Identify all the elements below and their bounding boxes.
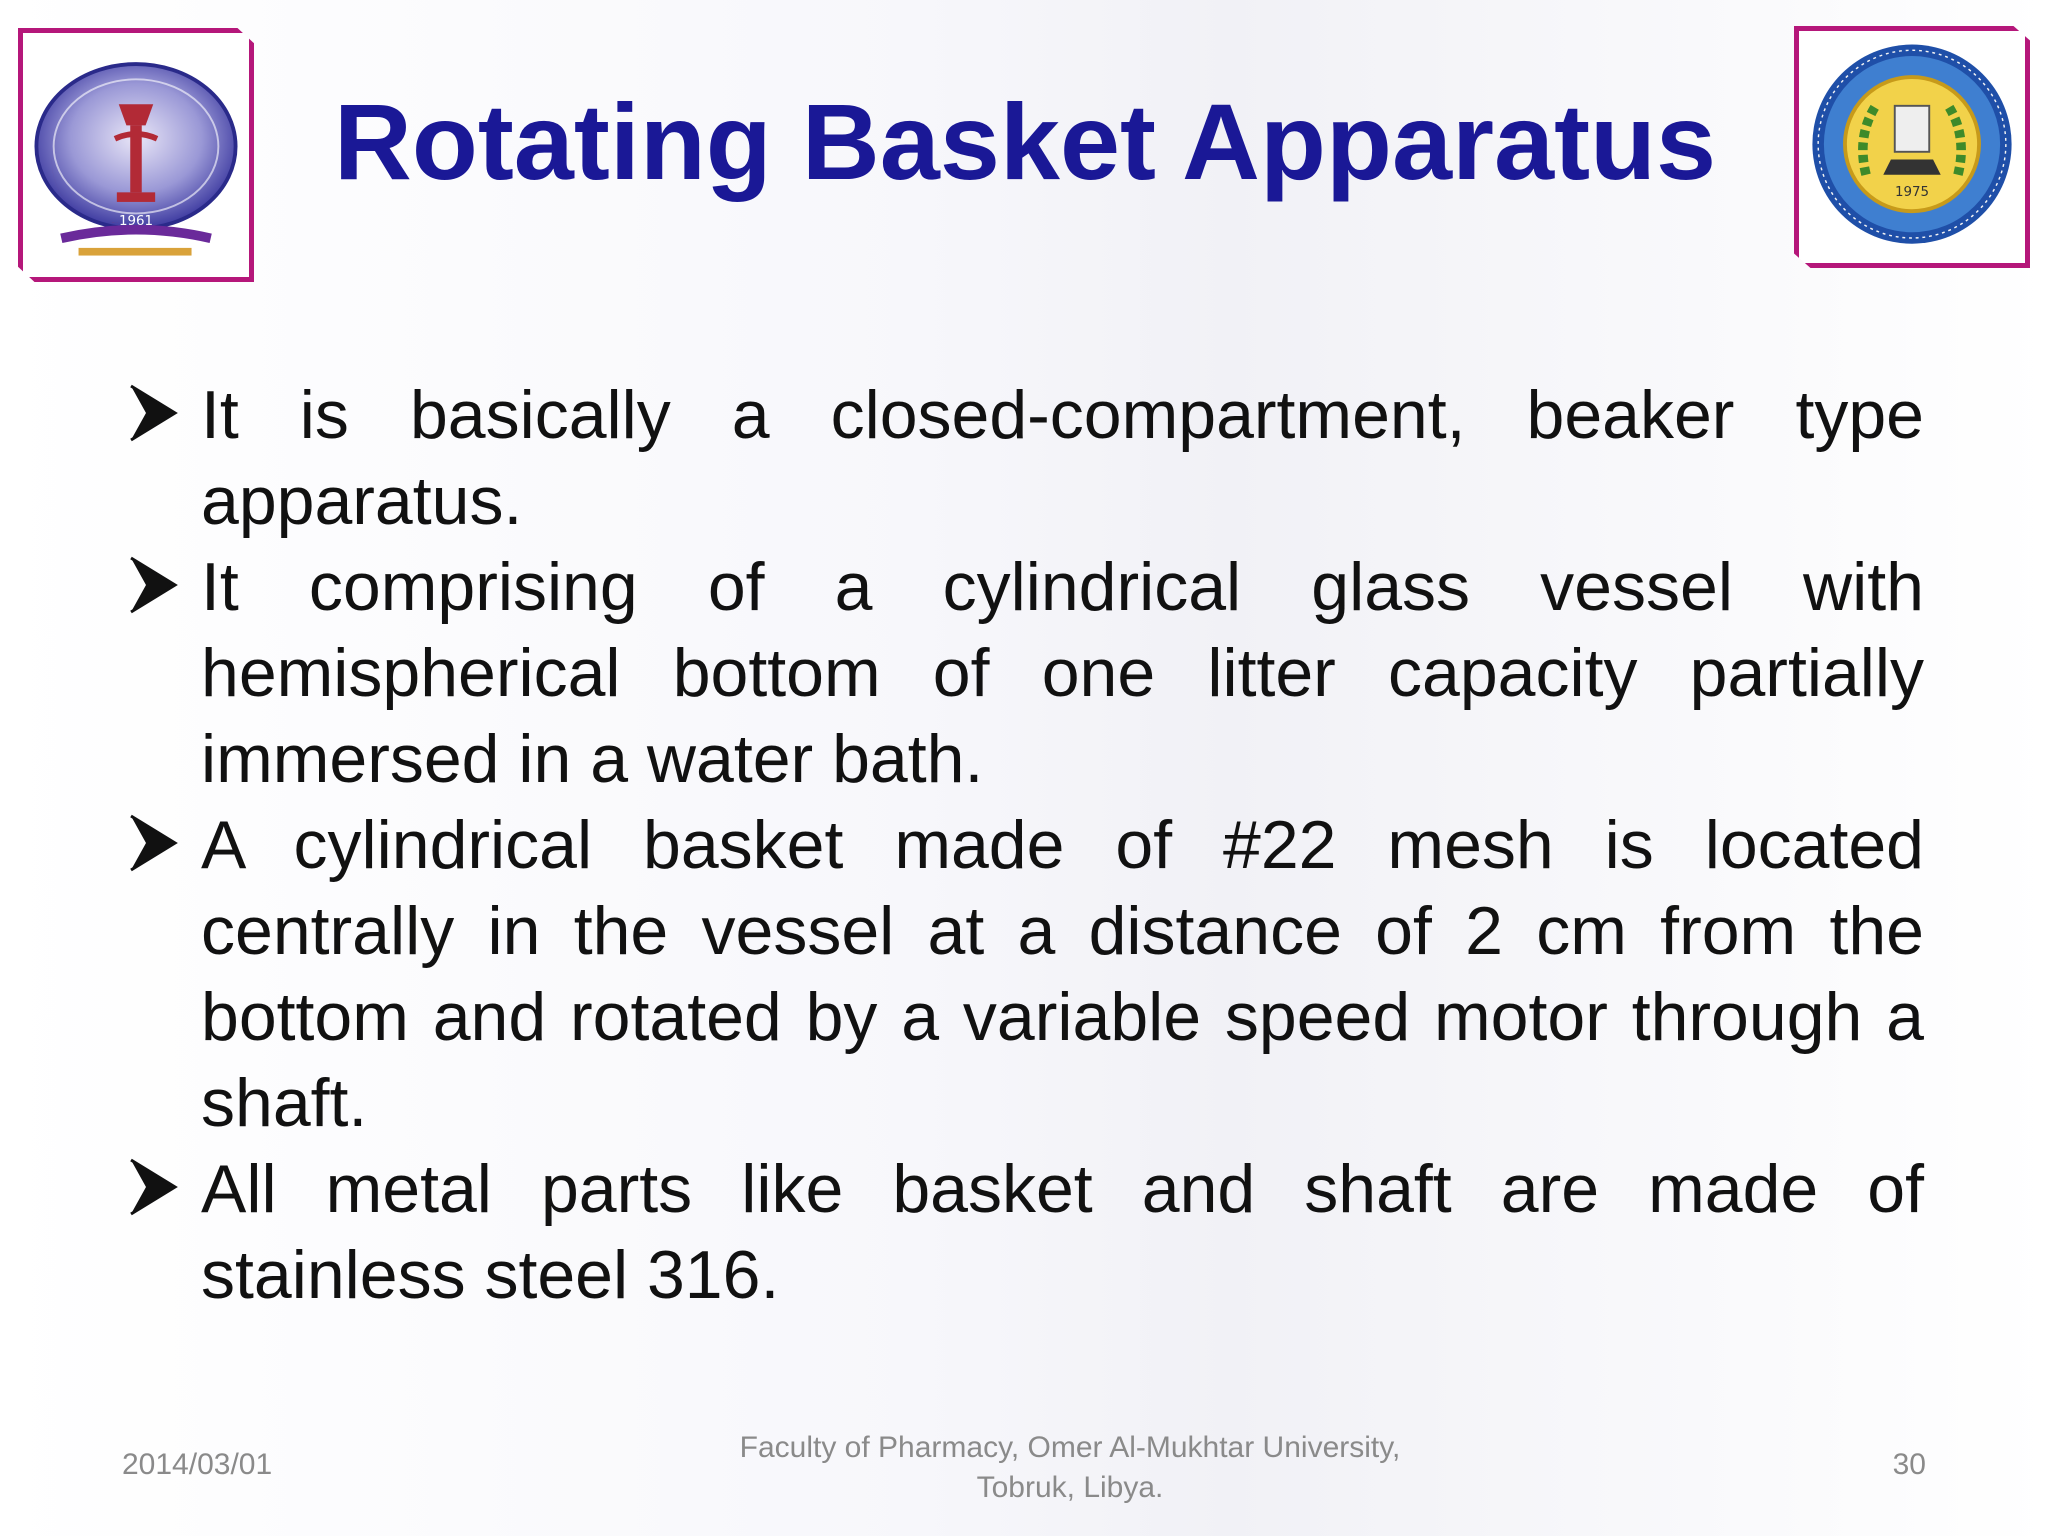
bullet-item	[128, 372, 1924, 544]
arrowhead-bullet-icon	[128, 1156, 178, 1218]
university-logo-right	[1794, 26, 2030, 268]
arrowhead-bullet-icon	[128, 554, 178, 616]
arrowhead-bullet-icon	[128, 382, 178, 444]
faculty-emblem-icon	[23, 33, 249, 277]
footer-institution	[640, 1428, 1500, 1508]
bullet-list	[128, 372, 1924, 1318]
bullet-item	[128, 1146, 1924, 1318]
svg-text:1961: 1961	[118, 213, 154, 229]
bullet-text: It comprising of a cylindrical glass vessel with hemispherical bottom of one litter capacity partially immersed in a water bath.	[201, 549, 1924, 797]
footer-institution-line1: Faculty of Pharmacy, Omer Al-Mukhtar University,	[739, 1431, 1401, 1464]
bullet-item	[128, 802, 1924, 1146]
svg-text:1975: 1975	[1894, 184, 1930, 200]
university-seal-icon	[1799, 31, 2025, 263]
bullet-text: All metal parts like basket and shaft are made of stainless steel 316.	[201, 1151, 1924, 1313]
slide-title: Rotating Basket Apparatus	[333, 81, 1717, 202]
bullet-item	[128, 544, 1924, 802]
footer-date: 2014/03/01	[122, 1448, 273, 1481]
bullet-text: A cylindrical basket made of #22 mesh is located centrally in the vessel at a distance of 2 cm from the bottom and rotated by a variable speed motor through a shaft.	[201, 807, 1924, 1141]
arrowhead-bullet-icon	[128, 812, 178, 874]
faculty-logo-left	[18, 28, 254, 282]
bullet-text: It is basically a closed-compartment, beaker type apparatus.	[201, 377, 1924, 539]
footer-institution-line2: Tobruk, Libya.	[976, 1471, 1164, 1504]
footer-page-number: 30	[1892, 1448, 1926, 1481]
